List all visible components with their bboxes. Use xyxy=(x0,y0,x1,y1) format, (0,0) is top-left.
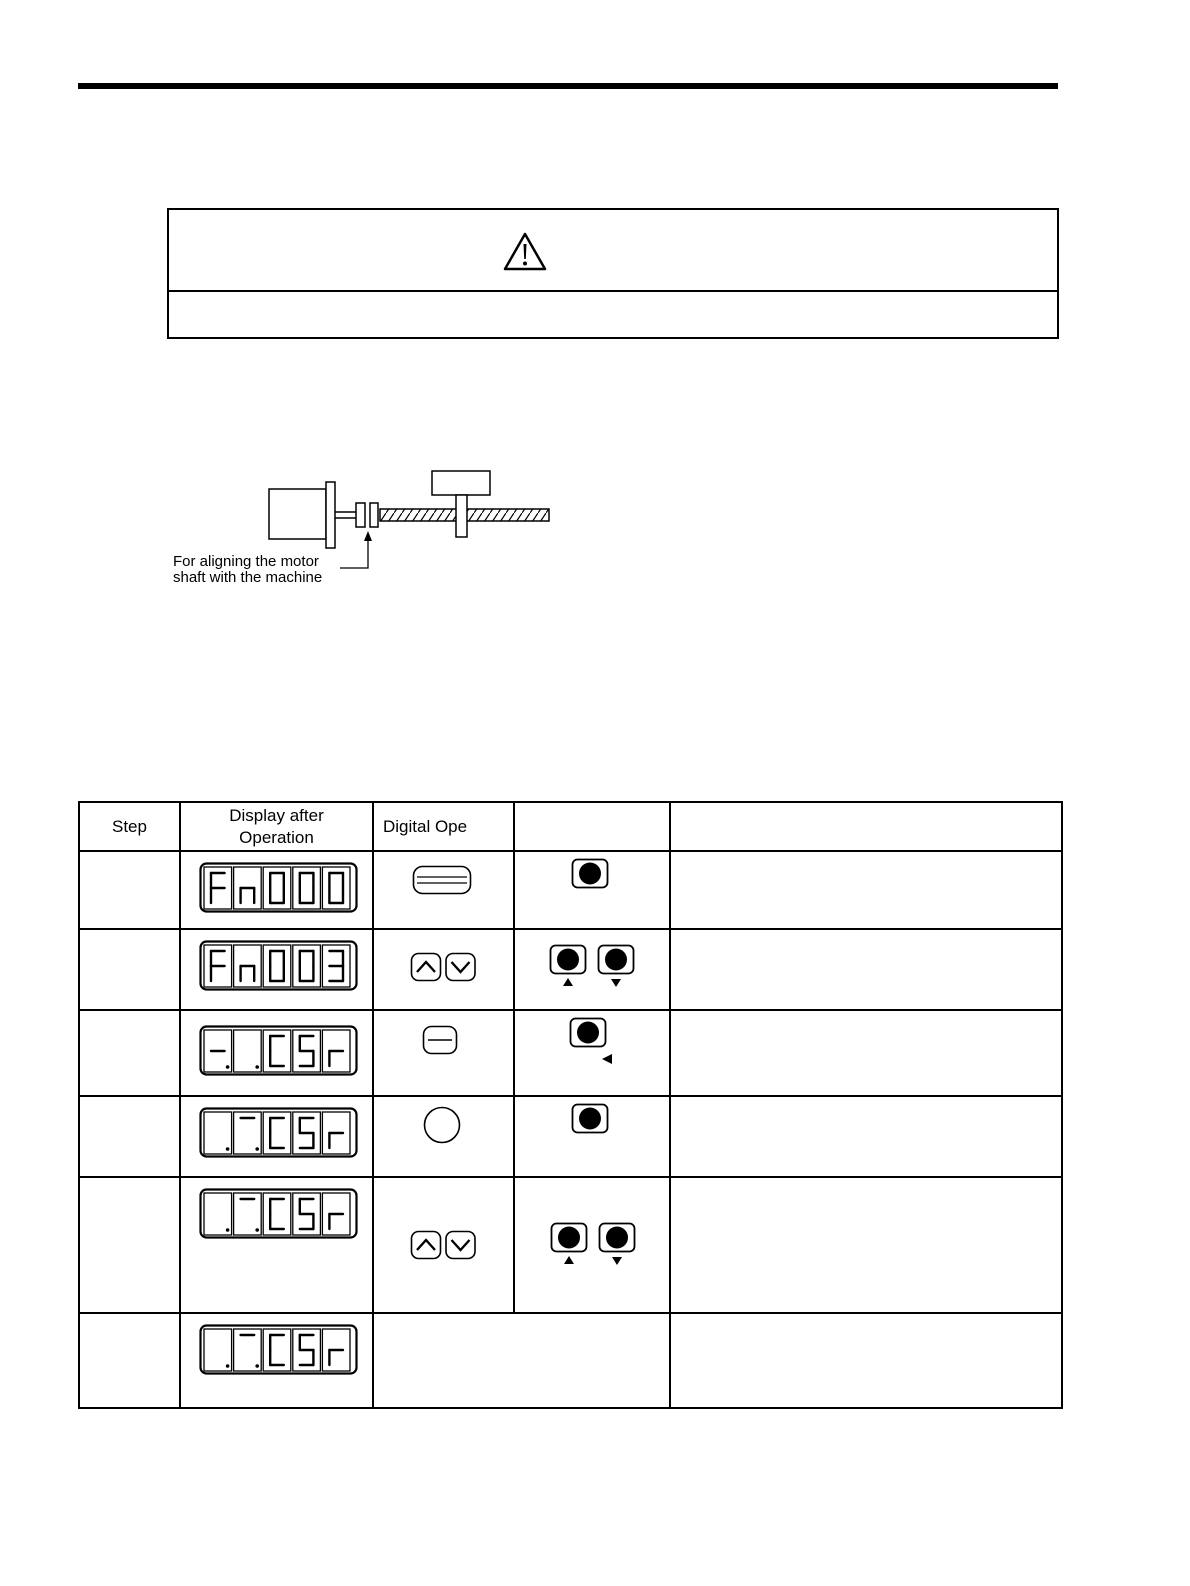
top-rule xyxy=(78,83,1058,89)
decimal-point xyxy=(226,1065,230,1069)
decimal-point xyxy=(226,1147,230,1151)
up-down-keys-icon[interactable] xyxy=(410,952,480,986)
step-cell xyxy=(79,1313,180,1408)
decimal-point xyxy=(255,1364,259,1368)
panel-button-icon[interactable] xyxy=(571,858,611,892)
header-description xyxy=(670,802,1062,851)
operator-merged-cell xyxy=(373,1313,670,1408)
screw-nut xyxy=(456,495,467,537)
step-cell xyxy=(79,851,180,929)
table-row xyxy=(79,1313,1062,1408)
circle-key-icon[interactable] xyxy=(423,1106,463,1146)
step-cell xyxy=(79,1177,180,1313)
up-down-keys-icon[interactable] xyxy=(410,1230,480,1264)
motor-alignment-diagram xyxy=(170,465,570,595)
display-cell xyxy=(180,1177,373,1313)
panel-button-icon[interactable] xyxy=(571,1103,611,1137)
panel-operator-cell xyxy=(514,851,670,929)
header-display-line1: Display after xyxy=(229,805,324,825)
description-cell xyxy=(670,851,1062,929)
caution-box xyxy=(167,208,1059,339)
seven-segment-display xyxy=(199,940,359,994)
panel-up-down-buttons-icon[interactable] xyxy=(550,1222,640,1268)
description-cell xyxy=(670,1096,1062,1177)
motor-body xyxy=(269,489,326,539)
panel-shift-button-icon[interactable] xyxy=(569,1017,619,1065)
data-enter-key-icon[interactable] xyxy=(422,1025,462,1057)
panel-operator-cell xyxy=(514,929,670,1010)
digital-operator-cell xyxy=(373,1010,514,1096)
decimal-point xyxy=(255,1065,259,1069)
description-cell xyxy=(670,1177,1062,1313)
caution-header xyxy=(169,210,1057,292)
table-row xyxy=(79,1177,1062,1313)
header-panel-operator xyxy=(514,802,670,851)
seven-segment-display xyxy=(199,1324,359,1378)
panel-operator-cell xyxy=(514,1010,670,1096)
seven-segment-display xyxy=(199,862,359,916)
digital-operator-cell xyxy=(373,929,514,1010)
diagram-label-line1: For aligning the motor xyxy=(173,553,319,570)
panel-operator-cell xyxy=(514,1096,670,1177)
panel-up-down-buttons-icon[interactable] xyxy=(549,944,639,990)
seven-segment-display xyxy=(199,1025,359,1079)
decimal-point xyxy=(255,1147,259,1151)
table-row xyxy=(79,1096,1062,1177)
seven-segment-display xyxy=(199,1188,359,1242)
step-cell xyxy=(79,1010,180,1096)
digital-operator-cell xyxy=(373,851,514,929)
header-display xyxy=(180,802,373,851)
header-step: Step xyxy=(79,802,180,851)
diagram-label-line2: shaft with the machine xyxy=(173,569,323,586)
display-cell xyxy=(180,929,373,1010)
description-cell xyxy=(670,1010,1062,1096)
table-row xyxy=(79,1010,1062,1096)
digital-operator-cell xyxy=(373,1177,514,1313)
step-cell xyxy=(79,929,180,1010)
table-row xyxy=(79,851,1062,929)
operation-table xyxy=(78,801,1063,1409)
description-cell xyxy=(670,929,1062,1010)
seven-segment-display xyxy=(199,1107,359,1161)
coupling-left xyxy=(356,503,365,527)
display-cell xyxy=(180,1096,373,1177)
table-header-row xyxy=(79,802,1062,851)
display-cell xyxy=(180,1010,373,1096)
mode-set-key-icon[interactable] xyxy=(412,865,474,897)
panel-operator-cell xyxy=(514,1177,670,1313)
table-row xyxy=(79,929,1062,1010)
table-block xyxy=(432,471,490,495)
header-display-line2: Operation xyxy=(239,827,314,847)
warning-triangle-icon xyxy=(503,232,547,272)
digital-operator-cell xyxy=(373,1096,514,1177)
display-cell xyxy=(180,1313,373,1408)
display-cell xyxy=(180,851,373,929)
coupling-right xyxy=(370,503,378,527)
decimal-point xyxy=(226,1364,230,1368)
description-cell xyxy=(670,1313,1062,1408)
header-digital-operator: Digital Ope xyxy=(373,802,514,851)
motor-flange xyxy=(326,482,335,548)
decimal-point xyxy=(255,1228,259,1232)
step-cell xyxy=(79,1096,180,1177)
decimal-point xyxy=(226,1228,230,1232)
